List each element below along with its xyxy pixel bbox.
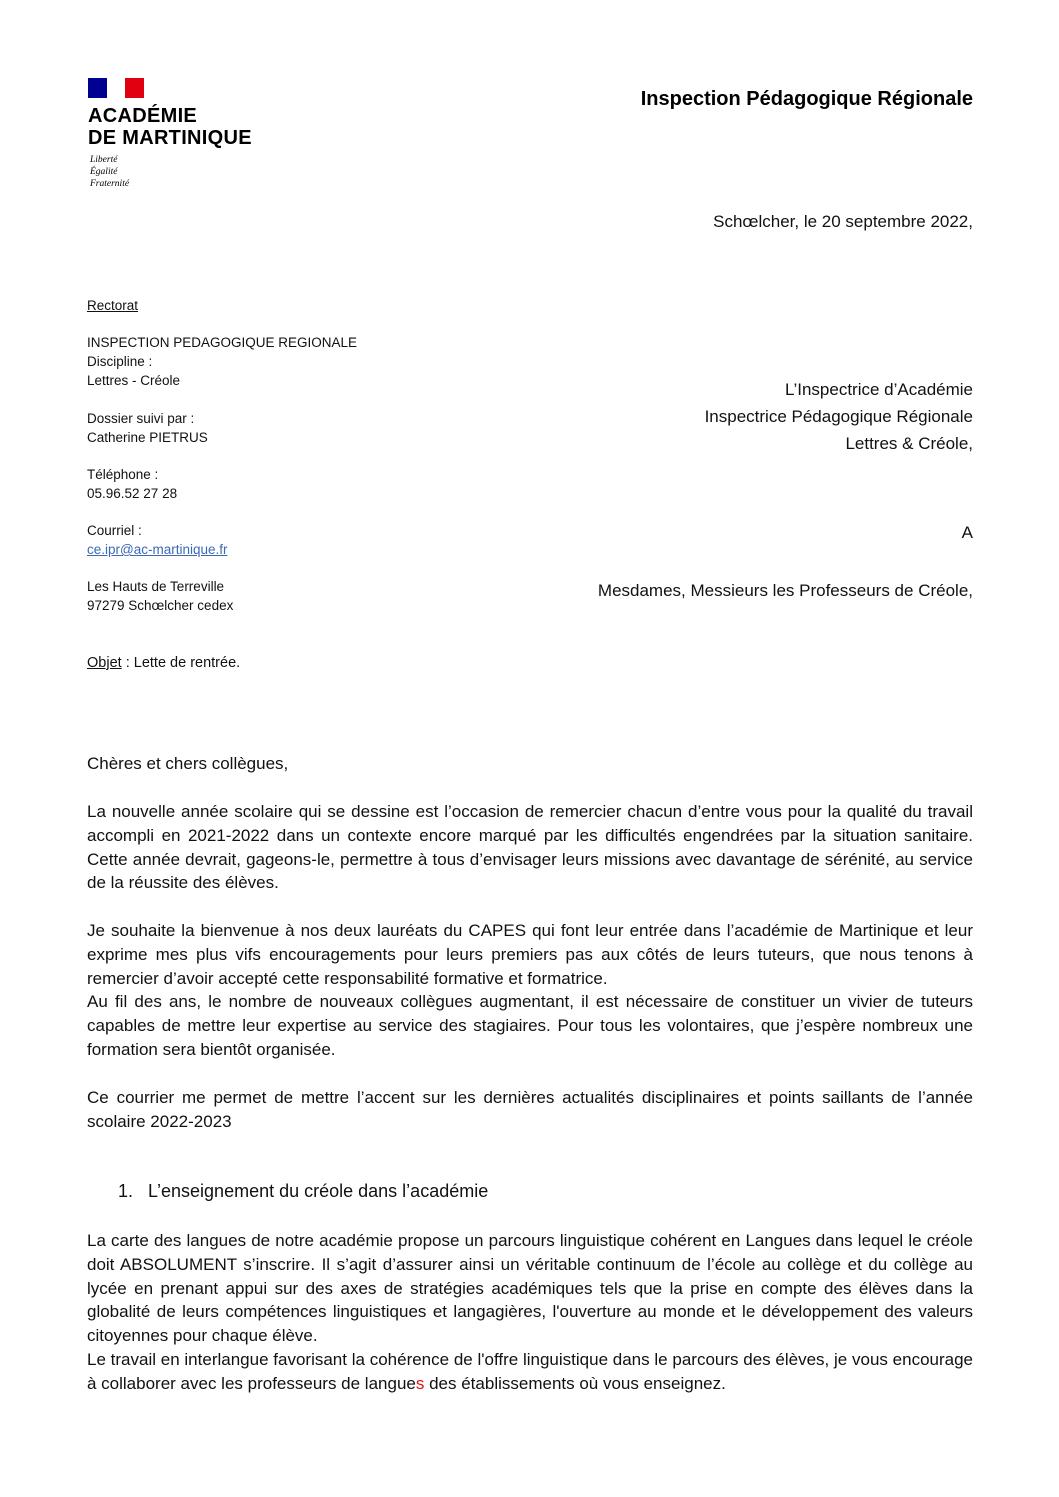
motto-egalite: Égalité (90, 167, 118, 177)
sender-block-dossier (87, 409, 208, 447)
objet-line (87, 655, 240, 671)
sender-title-1: L’Inspectrice d’Académie (784, 380, 973, 399)
email-link[interactable]: ce.ipr@ac-martinique.fr (87, 542, 228, 557)
flag-red-band (125, 78, 144, 98)
objet-label: Objet (87, 655, 122, 671)
header-title: Inspection Pédagogique Régionale (640, 88, 973, 110)
address-line1: Les Hauts de Terreville (87, 579, 225, 594)
discipline-label: Discipline : (87, 354, 153, 369)
flag-blue-band (88, 78, 107, 98)
email-label: Courriel : (87, 523, 142, 538)
sender-block-email (87, 521, 228, 559)
paragraph-6-text (87, 1348, 973, 1396)
phone-value: 05.96.52 27 28 (87, 486, 178, 501)
paragraph-4-text: Ce courrier me permet de mettre l’accent sur les dernières actualités disciplinaires et points saillants de l’année scolaire 2022-2023 (87, 1088, 973, 1131)
paragraph-5-text: La carte des langues de notre académie propose un parcours linguistique cohérent en Langues dans lequel le créole doit ABSOLUMENT s’inscrire. Il s’agit d’assurer ainsi un véritable continuum de l’école au collège et du collège au lycée en prenant appui sur des axes de stratégies académiques tels que la prise en compte des élèves dans la globalité de leurs compétences linguistiques et langagières, l'ouverture au monde et le développement des valeurs citoyennes pour chaque élève. (87, 1231, 973, 1346)
sender-block-phone (87, 465, 177, 503)
dossier-value: Catherine PIETRUS (87, 430, 208, 445)
section-1-number: 1. (118, 1181, 134, 1201)
paragraph-2-text: Je souhaite la bienvenue à nos deux lauréats du CAPES qui font leur entrée dans l’académie de Martinique et leur exprime mes plus vifs encouragements pour leurs premiers pas aux côtés de leurs tuteurs, que nous tenons à remercier d’avoir accepté cette responsabilité formative et formatrice. (87, 921, 973, 988)
motto-fraternite: Fraternité (90, 179, 130, 189)
dossier-label: Dossier suivi par : (87, 411, 195, 426)
french-flag-logo (88, 78, 144, 98)
objet-text: : Lette de rentrée. (121, 655, 241, 671)
sender-block-service (87, 333, 357, 390)
sender-title-block (705, 376, 973, 457)
service-name: INSPECTION PEDAGOGIQUE REGIONALE (87, 335, 358, 350)
paragraph-6-highlight: s (415, 1373, 425, 1393)
paragraph-1-text: La nouvelle année scolaire qui se dessine est l’occasion de remercier chacun d’entre vous pour la qualité du travail accompli en 2021-2022 dans un contexte encore marqué par les difficultés engendrées par la situation sanitaire. Cette année devrait, gageons-le, permettre à tous d’envisager leurs missions avec davantage de sérénité, au service de la réussite des élèves. (87, 802, 973, 893)
paragraph-6-start: Le travail en interlangue favorisant la cohérence de l'offre linguistique dans le parcours des élèves, je vous encourage à collaborer avec les professeurs de langue (87, 1349, 973, 1393)
logo-academie: ACADÉMIE (88, 105, 198, 127)
sender-title-3: Lettres & Créole, (845, 434, 973, 453)
paragraph-2 (87, 919, 973, 1062)
sender-block-address (87, 577, 233, 615)
motto-liberte: Liberté (90, 155, 118, 165)
phone-label: Téléphone : (87, 467, 159, 482)
letter-date: Schœlcher, le 20 septembre 2022, (713, 212, 973, 231)
to-label: A (961, 523, 973, 542)
recipients-line: Mesdames, Messieurs les Professeurs de Créole, (597, 581, 973, 600)
discipline-value: Lettres - Créole (87, 373, 181, 388)
rectorat-label: Rectorat (87, 298, 139, 313)
paragraph-5 (87, 1229, 973, 1396)
address-line2: 97279 Schœlcher cedex (87, 598, 234, 613)
logo-martinique: DE MARTINIQUE (88, 127, 252, 149)
paragraph-4 (87, 1086, 973, 1134)
section-1-heading (118, 1181, 488, 1202)
paragraph-6-end: des établissements où vous enseignez. (424, 1373, 726, 1393)
greeting: Chères et chers collègues, (87, 754, 289, 773)
sender-title-2: Inspectrice Pédagogique Régionale (704, 407, 973, 426)
flag-white-band (107, 78, 125, 98)
section-1-title: L’enseignement du créole dans l’académie (148, 1181, 489, 1201)
paragraph-3-text: Au fil des ans, le nombre de nouveaux collègues augmentant, il est nécessaire de constituer un vivier de tuteurs capables de mettre leur expertise au service des stagiaires. Pour tous les volontaires, que j’espère nombreux une formation sera bientôt organisée. (87, 992, 973, 1059)
paragraph-1 (87, 800, 973, 895)
